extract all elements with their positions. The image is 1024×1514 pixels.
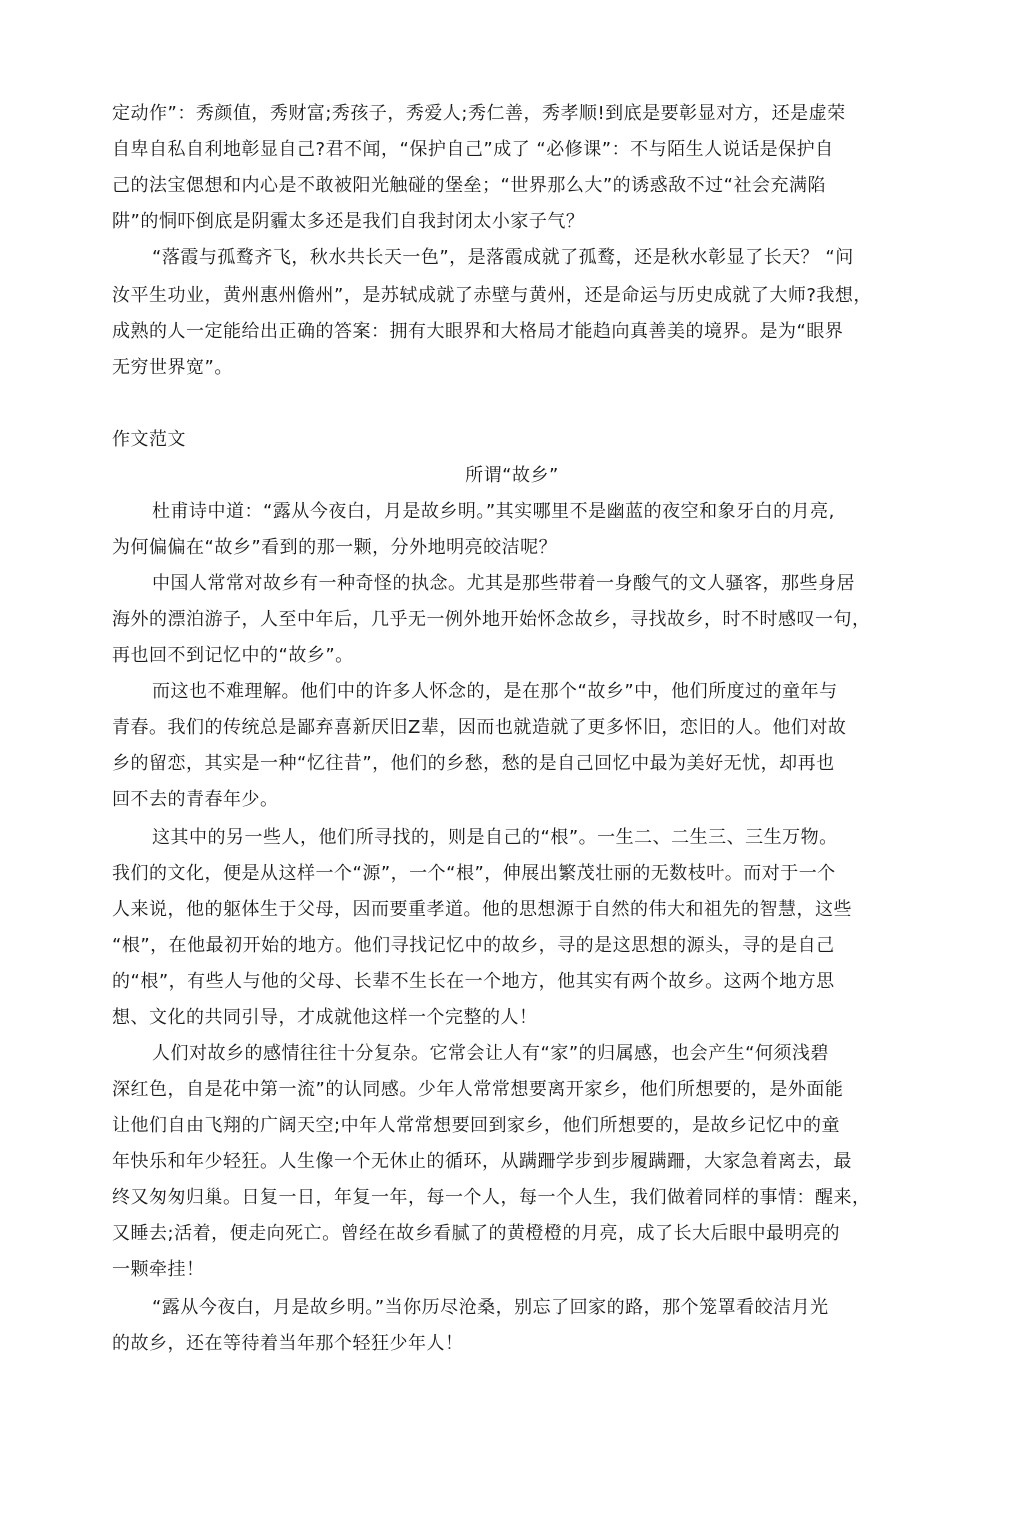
text-line: 定动作”：秀颜值，秀财富;秀孩子，秀爱人;秀仁善，秀孝顺!到底是要彰显对方，还是虚荣 bbox=[112, 103, 846, 124]
text-line: 回不去的青春年少。 bbox=[112, 789, 279, 810]
text-line: 人们对故乡的感情往往十分复杂。它常会让人有“家”的归属感，也会产生“何须浅碧 bbox=[152, 1043, 829, 1064]
text-line: “落霞与孤鹜齐飞，秋水共长天一色”，是落霞成就了孤鹜，还是秋水彰显了长天？ “问 bbox=[152, 247, 854, 268]
text-line: 自卑自私自利地彰显自己?君不闻，“保护自己”成了 “必修课”：不与陌生人说话是保护自 bbox=[112, 139, 834, 160]
text-line: 的“根”，有些人与他的父母、长辈不生长在一个地方，他其实有两个故乡。这两个地方思 bbox=[112, 971, 835, 992]
text-line: “露从今夜白，月是故乡明。”当你历尽沧桑，别忘了回家的路，那个笼罩看皎洁月光 bbox=[152, 1297, 829, 1318]
text-line: 年快乐和年少轻狂。人生像一个无休止的循环，从蹒跚学步到步履蹒跚，大家急着离去，最 bbox=[112, 1151, 852, 1172]
text-line: 这其中的另一些人，他们所寻找的，则是自己的“根”。一生二、二生三、三生万物。 bbox=[152, 827, 838, 848]
text-line: 又睡去;活着，便走向死亡。曾经在故乡看腻了的黄橙橙的月亮，成了长大后眼中最明亮的 bbox=[112, 1223, 841, 1244]
text-line: 我们的文化，便是从这样一个“源”，一个“根”，伸展出繁茂壮丽的无数枝叶。而对于一个 bbox=[112, 863, 836, 884]
text-line: 人来说，他的躯体生于父母，因而要重孝道。他的思想源于自然的伟大和祖先的智慧，这些 bbox=[112, 899, 852, 920]
text-line: 深红色，自是花中第一流”的认同感。少年人常常想要离开家乡，他们所想要的，是外面能 bbox=[112, 1079, 844, 1100]
text-line: 己的法宝偲想和内心是不敢被阳光触碰的堡垒；“世界那么大”的诱惑敌不过“社会充满陷 bbox=[112, 175, 826, 196]
text-line: 的故乡，还在等待着当年那个轻狂少年人！ bbox=[112, 1333, 464, 1354]
text-line: 中国人常常对故乡有一种奇怪的执念。尤其是那些带着一身酸气的文人骚客，那些身居 bbox=[152, 573, 855, 594]
text-line: 一颗牵挂！ bbox=[112, 1259, 205, 1280]
text-line: 为何偏偏在“故乡”看到的那一颗，分外地明亮皎洁呢？ bbox=[112, 537, 558, 558]
text-line: 乡的留恋，其实是一种“忆往昔”，他们的乡愁，愁的是自己回忆中最为美好无忧，却再也 bbox=[112, 753, 835, 774]
text-line: 成熟的人一定能给出正确的答案：拥有大眼界和大格局才能趋向真善美的境界。是为“眼界 bbox=[112, 321, 844, 342]
section-heading: 作文范文 bbox=[112, 429, 186, 450]
essay-title: 所谓“故乡” bbox=[465, 465, 559, 486]
text-line: 而这也不难理解。他们中的许多人怀念的，是在那个“故乡”中，他们所度过的童年与 bbox=[152, 681, 838, 702]
text-line: 终又匆匆归巢。日复一日，年复一年，每一个人，每一个人生，我们做着同样的事情：醒来， bbox=[112, 1187, 871, 1208]
text-line: 想、文化的共同引导，才成就他这样一个完整的人！ bbox=[112, 1007, 538, 1028]
text-line: 让他们自由飞翔的广阔天空;中年人常常想要回到家乡，他们所想要的，是故乡记忆中的童 bbox=[112, 1115, 841, 1136]
text-line: 阱”的恫吓倒底是阴霾太多还是我们自我封闭太小家子气？ bbox=[112, 211, 585, 232]
text-line: 汝平生功业，黄州惠州儋州”，是苏轼成就了赤壁与黄州，还是命运与历史成就了大师?我想， bbox=[112, 285, 872, 306]
text-line: 青春。我们的传统总是鄙弃喜新厌旧Z辈，因而也就造就了更多怀旧，恋旧的人。他们对故 bbox=[112, 717, 847, 738]
text-line: 无穷世界宽”。 bbox=[112, 357, 233, 378]
text-line: 杜甫诗中道：“露从今夜白，月是故乡明。”其实哪里不是幽蓝的夜空和象牙白的月亮, bbox=[152, 501, 835, 522]
text-line: 海外的漂泊游子，人至中年后，几乎无一例外地开始怀念故乡，寻找故乡，时不时感叹一句， bbox=[112, 609, 871, 630]
text-line: “根”，在他最初开始的地方。他们寻找记忆中的故乡，寻的是这思想的源头，寻的是自己 bbox=[112, 935, 835, 956]
text-line: 再也回不到记忆中的“故乡”。 bbox=[112, 645, 354, 666]
